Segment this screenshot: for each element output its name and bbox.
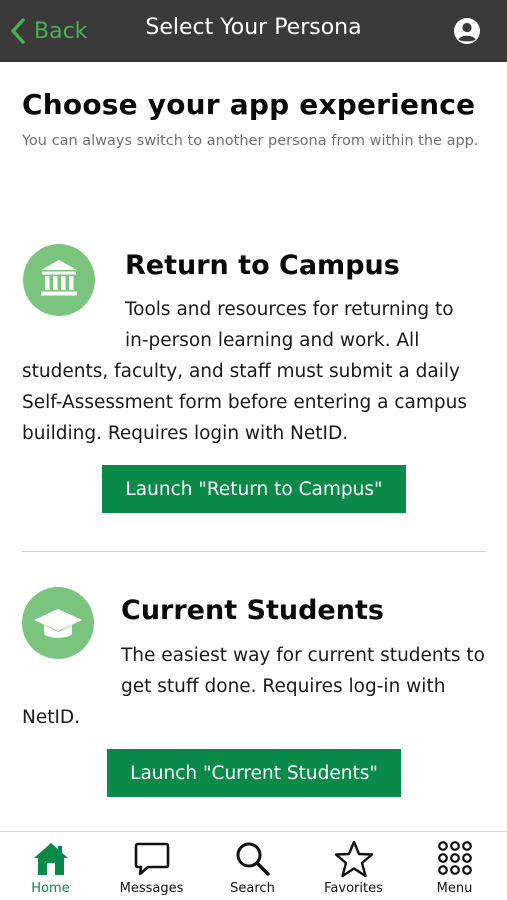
tab-menu[interactable] (404, 832, 505, 900)
bottom-tab-bar (0, 831, 507, 900)
tab-messages[interactable] (101, 832, 202, 900)
tab-menu-label: Menu (436, 881, 473, 896)
intro-subtitle: You can always switch to another persona from within the app. (22, 133, 479, 149)
home-icon (31, 840, 71, 878)
tab-home-label: Home (31, 881, 70, 896)
description-line: Tools and resources for returning to (125, 299, 454, 320)
back-label: Back (34, 18, 88, 44)
tab-favorites[interactable] (303, 832, 404, 900)
tab-search-label: Search (230, 881, 275, 896)
tab-messages-label: Messages (119, 881, 184, 896)
back-button[interactable] (10, 14, 87, 48)
star-icon (334, 840, 374, 878)
grid-menu-icon (436, 840, 474, 878)
chevron-left-icon (10, 18, 26, 44)
chat-bubble-icon (133, 840, 171, 878)
tab-favorites-label: Favorites (324, 881, 383, 896)
persona-current-students-title: Current Students (121, 595, 384, 626)
intro-heading: Choose your app experience (22, 88, 476, 121)
description-line: get stuff done. Requires log-in with (121, 676, 446, 697)
description-text: students, faculty, and staff must submit a daily Self-Assessment form before entering a campus building. Requires login with NetID. (22, 361, 468, 444)
persona-return-to-campus-title: Return to Campus (125, 250, 400, 281)
description-line: in-person learning and work. All (125, 330, 420, 351)
description-line: The easiest way for current students to (121, 645, 485, 666)
launch-return-to-campus-button[interactable]: Launch "Return to Campus" (102, 465, 406, 513)
top-bar (0, 0, 507, 62)
page-title: Select Your Persona (145, 15, 362, 40)
account-circle-icon (453, 17, 481, 45)
persona-return-to-campus-description (22, 294, 494, 449)
description-text: NetID. (22, 707, 81, 728)
account-button[interactable] (453, 17, 481, 45)
section-divider (22, 551, 486, 552)
tab-search[interactable] (202, 832, 303, 900)
launch-current-students-button[interactable]: Launch "Current Students" (107, 749, 401, 797)
search-icon (234, 840, 272, 878)
persona-current-students-description (22, 640, 494, 733)
tab-home[interactable] (0, 832, 101, 900)
